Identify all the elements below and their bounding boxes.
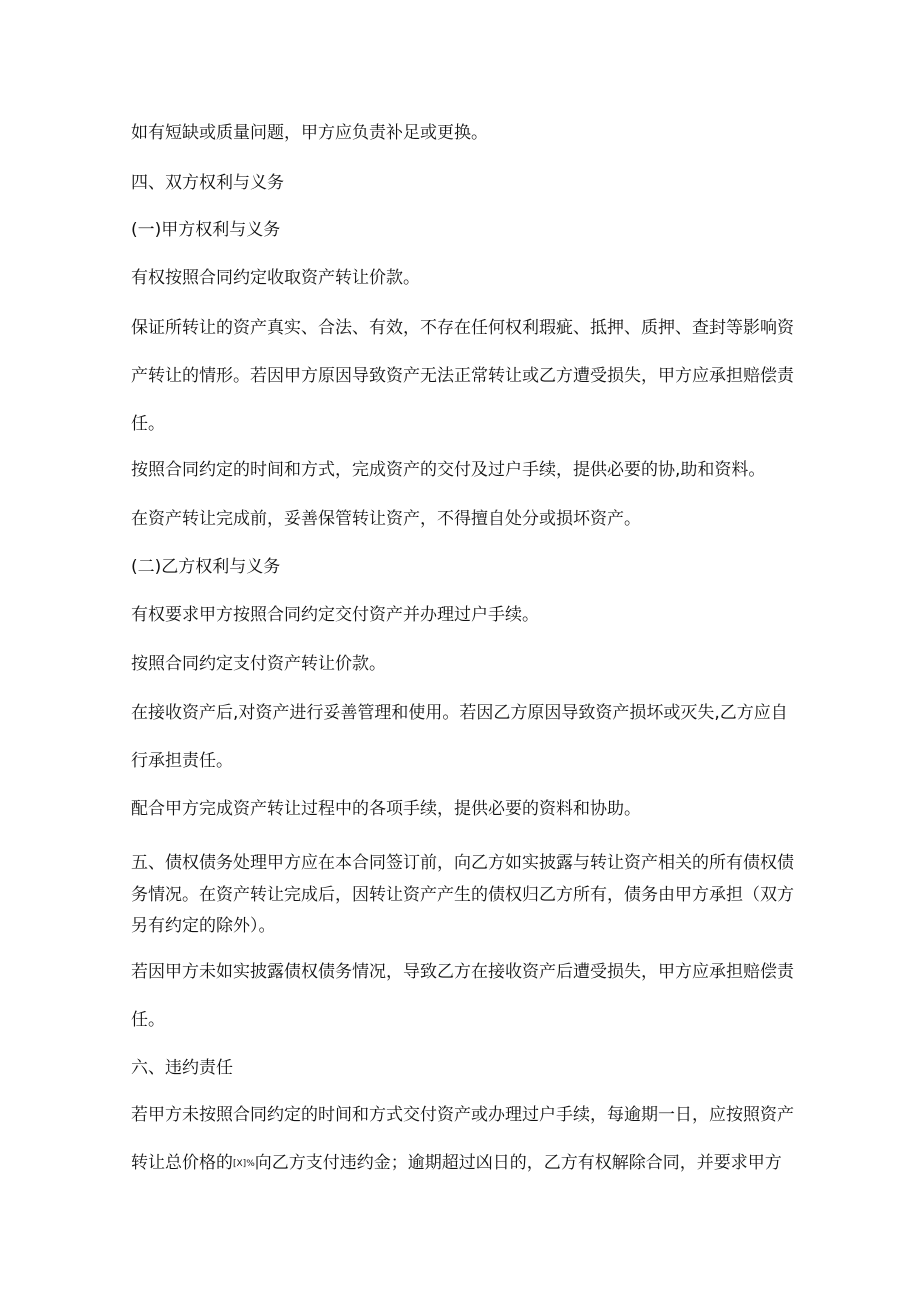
text-line: 配合甲方完成资产转让过程中的各项手续，提供必要的资料和协助。 — [131, 799, 641, 819]
text-line: 若因甲方未如实披露债权债务情况，导致乙方在接收资产后遭受损失，甲方应承担赔偿责 — [131, 962, 794, 982]
penalty-line-before: 转让总价格的 — [131, 1153, 233, 1173]
section-heading: 四、双方权利与义务 — [131, 173, 284, 193]
text-line: 在资产转让完成前，妥善保管转让资产，不得擅自处分或损坏资产。 — [131, 509, 641, 529]
text-line: 有权按照合同约定收取资产转让价款。 — [131, 268, 420, 288]
subsection-heading: (二)乙方权利与义务 — [131, 557, 281, 577]
text-line: 如有短缺或质量问题，甲方应负责补足或更换。 — [131, 123, 488, 143]
section-heading-text: 五、债权债务处理甲方应在本合同签订前，向乙方如实披露与转让资产相关的所有债权债 — [131, 853, 794, 873]
text-line: 另有约定的除外）。 — [131, 916, 276, 936]
text-line: 产转让的情形。若因甲方原因导致资产无法正常转让或乙方遭受损失，甲方应承担赔偿责 — [131, 366, 794, 386]
text-line: 保证所转让的资产真实、合法、有效，不存在任何权利瑕疵、抵押、质押、查封等影响资 — [131, 318, 794, 338]
text-line: 任。 — [131, 1010, 165, 1030]
text-line: 按照合同约定的时间和方式，完成资产的交付及过户手续，提供必要的协,助和资料。 — [131, 460, 766, 480]
text-line: 任。 — [131, 414, 165, 434]
text-line: 若甲方未按照合同约定的时间和方式交付资产或办理过户手续，每逾期一日，应按照资产 — [131, 1105, 794, 1125]
text-line: 行承担责任。 — [131, 751, 233, 771]
penalty-rate-placeholder: [X]% — [233, 1159, 255, 1169]
subsection-heading: (一)甲方权利与义务 — [131, 220, 281, 240]
section-heading: 六、违约责任 — [131, 1058, 233, 1078]
text-line: 在接收资产后,对资产进行妥善管理和使用。若因乙方原因导致资产损坏或灭失,乙方应自 — [131, 703, 788, 723]
penalty-line — [131, 1154, 782, 1173]
text-line: 务情况。在资产转让完成后，因转让资产产生的债权归乙方所有，债务由甲方承担（双方 — [131, 885, 794, 905]
text-line: 按照合同约定支付资产转让价款。 — [131, 654, 386, 674]
penalty-line-after: 向乙方支付违约金；逾期超过凶日的，乙方有权解除合同，并要求甲方 — [254, 1153, 782, 1173]
text-line: 有权要求甲方按照合同约定交付资产并办理过户手续。 — [131, 605, 539, 625]
